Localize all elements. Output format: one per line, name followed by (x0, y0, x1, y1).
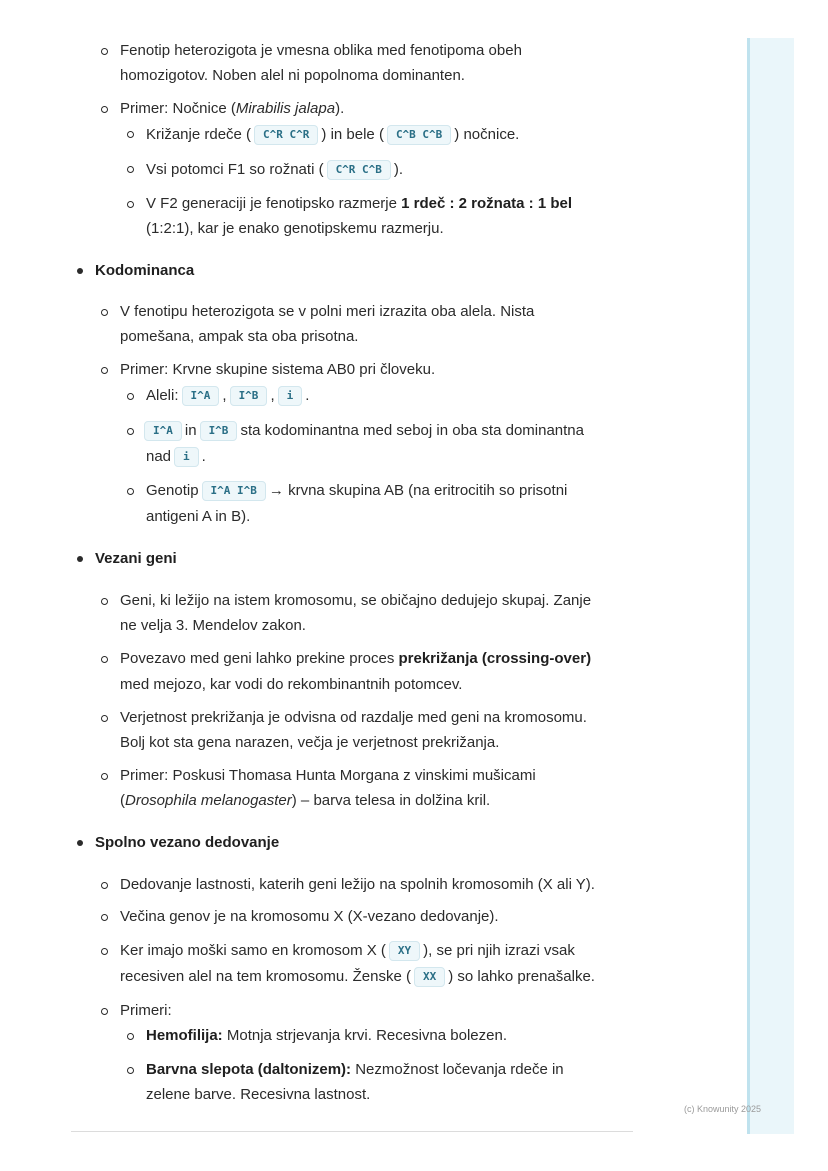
allele-code: I^A (144, 421, 182, 441)
bullet-circle (127, 488, 134, 495)
text-line: zelene barve. Recesivna lastnost. (146, 1086, 371, 1103)
text-line: nad i . (146, 448, 206, 465)
allele-code: I^A (182, 386, 220, 406)
allele-code: i (174, 447, 199, 467)
text-line: Primer: Krvne skupine sistema AB0 pri človeku. (120, 361, 436, 378)
bullet-circle (127, 201, 134, 208)
text-line: Vsi potomci F1 so rožnati ( C^R C^B ). (146, 161, 404, 178)
text-line: Barvna slepota (daltonizem): Nezmožnost ločevanja rdeče in (146, 1061, 564, 1078)
text-line: recesiven alel na tem kromosomu. Ženske ( XX ) so lahko prenašalke. (120, 968, 595, 985)
bullet-circle (101, 914, 108, 921)
bullet-circle (101, 367, 108, 374)
text-line: Verjetnost prekrižanja je odvisna od razdalje med geni na kromosomu. (120, 709, 587, 726)
bullet-circle (101, 656, 108, 663)
text-line: homozigotov. Noben alel ni popolnoma dominanten. (120, 67, 465, 84)
bullet-circle (127, 1067, 134, 1074)
text-line: Primer: Poskusi Thomasa Hunta Morgana z vinskimi mušicami (120, 767, 536, 784)
section-heading: Spolno vezano dedovanje (95, 834, 280, 851)
genotype-code: C^R C^B (327, 160, 391, 180)
text-line: pomešana, ampak sta oba prisotna. (120, 328, 359, 345)
bullet-circle (101, 773, 108, 780)
bullet-circle (101, 106, 108, 113)
text-line: Ker imajo moški samo en kromosom X ( XY ), se pri njih izrazi vsak (120, 942, 575, 959)
text-line: Dedovanje lastnosti, katerih geni ležijo na spolnih kromosomih (X ali Y). (120, 876, 595, 893)
text-line: med mejozo, kar vodi do rekombinantnih potomcev. (120, 676, 463, 693)
allele-code: i (278, 386, 303, 406)
genotype-code: C^B C^B (387, 125, 451, 145)
text-line: V F2 generaciji je fenotipsko razmerje 1 rdeč : 2 rožnata : 1 bel (146, 195, 573, 212)
text-line: Primeri: (120, 1002, 172, 1019)
text-line: ( Drosophila melanogaster ) – barva telesa in dolžina kril. (120, 792, 491, 809)
bullet-circle (101, 715, 108, 722)
chromosome-code: XX (414, 967, 445, 987)
allele-code: I^B (230, 386, 268, 406)
bullet-circle (101, 882, 108, 889)
text-line: Povezavo med geni lahko prekine proces prekrižanja (crossing-over) (120, 650, 592, 667)
text-line: Aleli: I^A , I^B , i . (146, 387, 310, 404)
text-line: Hemofilija: Motnja strjevanja krvi. Recesivna bolezen. (146, 1027, 507, 1044)
genotype-code: C^R C^R (254, 125, 318, 145)
bullet-disc (77, 556, 83, 562)
copyright-watermark: (c) Knowunity 2025 (684, 1104, 762, 1114)
text-line: ne velja 3. Mendelov zakon. (120, 617, 306, 634)
bottom-divider (71, 1131, 633, 1132)
bullet-circle (101, 1008, 108, 1015)
genotype-code: I^A I^B (202, 481, 266, 501)
bullet-disc (77, 268, 83, 274)
text-line: Geni, ki ležijo na istem kromosomu, se običajno dedujejo skupaj. Zanje (120, 592, 592, 609)
text-line: Večina genov je na kromosomu X (X-vezano dedovanje). (120, 908, 499, 925)
text-line: Genotip I^A I^B → krvna skupina AB (na eritrocitih so prisotni (146, 482, 568, 499)
text-line: V fenotipu heterozigota se v polni meri izrazita oba alela. Nista (120, 303, 535, 320)
chromosome-code: XY (389, 941, 420, 961)
bullet-disc (77, 840, 83, 846)
bullet-circle (127, 428, 134, 435)
section-heading: Vezani geni (95, 550, 177, 567)
text-line: Bolj kot sta gena narazen, večja je verjetnost prekrižanja. (120, 734, 500, 751)
bullet-circle (127, 393, 134, 400)
side-panel (747, 38, 794, 1134)
bullet-circle (127, 166, 134, 173)
bullet-circle (127, 131, 134, 138)
allele-code: I^B (200, 421, 238, 441)
text-line: I^A in I^B sta kodominantna med seboj in oba sta dominantna (141, 420, 584, 442)
bullet-circle (101, 598, 108, 605)
bullet-circle (101, 48, 108, 55)
text-line: (1:2:1), kar je enako genotipskemu razmerju. (146, 220, 444, 237)
text-line: Križanje rdeče ( C^R C^R ) in bele ( C^B C^B ) nočnice. (146, 126, 520, 143)
bullet-circle (101, 948, 108, 955)
text-line: antigeni A in B). (146, 508, 251, 525)
text-line: Fenotip heterozigota je vmesna oblika med fenotipoma obeh (120, 42, 522, 59)
bullet-circle (101, 309, 108, 316)
text-line: Primer: Nočnice ( Mirabilis jalapa ). (120, 100, 345, 117)
section-heading: Kodominanca (95, 262, 195, 279)
bullet-circle (127, 1033, 134, 1040)
